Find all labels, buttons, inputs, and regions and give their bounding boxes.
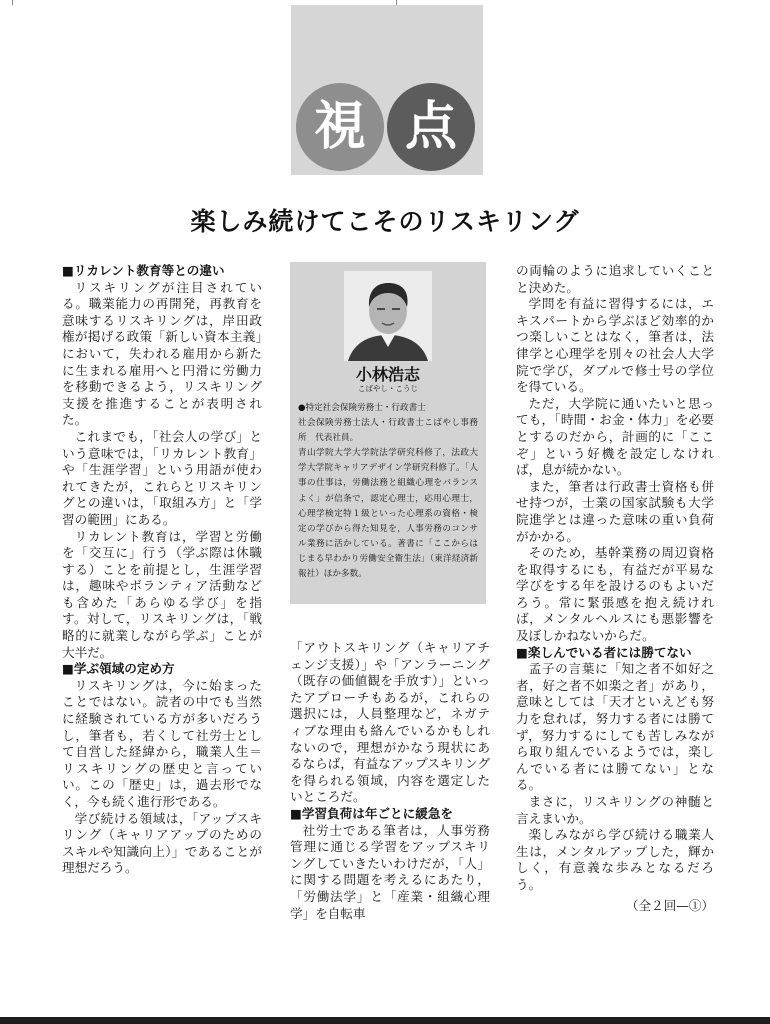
crop-mark-left xyxy=(12,0,13,5)
bottom-rule xyxy=(0,1017,770,1024)
paragraph: ただ，大学院に通いたいと思っても，「時間・お金・体力」を必要とするのだから，計画的に「ここぞ」という好機を設定しなければ，息が続かない。 xyxy=(516,395,714,478)
masthead-char-2: 点 xyxy=(387,83,475,171)
article-headline: 楽しみ続けてこそのリスキリング xyxy=(190,207,580,236)
masthead-char-1: 視 xyxy=(296,83,384,171)
author-name-kana: こばやし・こうじ xyxy=(358,384,418,393)
article-column-middle xyxy=(290,640,490,922)
author-photo xyxy=(344,271,432,361)
section-heading-learning-area: ■学ぶ領域の定め方 xyxy=(62,661,175,677)
paragraph: まさに，リスキリングの神髄と言えまいか。 xyxy=(516,794,714,826)
author-bio xyxy=(298,401,478,582)
series-marker: （全２回—①） xyxy=(625,897,714,913)
article-column-right xyxy=(516,263,714,914)
section-heading-recurrent: ■リカレント教育等との違い xyxy=(62,263,225,278)
paragraph: 孟子の言葉に「知之者不如好之者，好之者不如楽之者」があり，意味としては「天才といえども努力を怠れば，努力する者には勝てず，努力するにしても苦しみながら取り組んでいるようでは，楽しんでいる者には勝てない」となる。 xyxy=(516,661,714,793)
paragraph: リスキリングが注目されている。職業能力の再開発，再教育を意味するリスキリングは，岸田政権が掲げる政策「新しい資本主義」において，失われる雇用から新たに生まれる雇用へと円滑に労働力を移動できるよう，リスキリング支援を推進することが表明された。 xyxy=(62,279,262,428)
paragraph: 学問を有益に習得するには，エキスパートから学ぶほど効率的かつ楽しいことはなく，筆者は，法律学と心理学を別々の社会人大学院で学び，ダブルで修士号の学位を得ている。 xyxy=(516,296,714,395)
paragraph: そのため，基幹業務の周辺資格を取得するにも，有益だが平易な学びをする年を設けるのもよいだろう。常に緊張感を抱え続ければ，メンタルヘルスにも悪影響を及ぼしかねないからだ。 xyxy=(516,545,714,644)
author-portrait-icon xyxy=(344,271,432,361)
paragraph: 楽しみながら学び続ける職業人生は，メンタルアップした，輝かしく，有意義な歩みとなるだろう。 xyxy=(516,827,714,892)
section-heading-enjoyment: ■楽しんでいる者には勝てない xyxy=(516,644,692,660)
column-masthead xyxy=(291,5,483,175)
paragraph: 「アウトスキリング（キャリアチェンジ支援）」や「アンラーニング（既存の価値観を手放す）」といったアプローチもあるが，これらの選択には，人員整理など，ネガティブな理由も絡んでいるかもしれないので，理想がかなう現状にあるならば，有益なアップスキリングを得られる領域，内容を選定したいところだ。 xyxy=(290,640,490,805)
author-bio-line: ●特定社会保険労務士・行政書士 xyxy=(298,403,426,413)
author-bio-line: 青山学院大学大学院法学研究科修了，法政大学大学院キャリアデザイン学研究科修了。「人事の仕事は，労働法務と組織心理をバランスよく」が信条で，認定心理士，応用心理士，心理学検定特１級といった心理系の資格・検定の学びから得た知見を，人事労務のコンサル業務に活かしている。著書に「ここからはじまる早わかり労働安全衛生法」（東洋経済新報社）ほか多数。 xyxy=(298,448,478,580)
section-heading-learning-load: ■学習負荷は年ごとに緩急を xyxy=(290,805,454,821)
author-profile-box xyxy=(290,262,486,604)
author-name: 小林浩志 xyxy=(355,365,420,384)
paragraph: の両輪のように追求していくことと決めた。 xyxy=(516,263,714,295)
author-bio-line: 社会保険労務士法人・行政書士こばやし事務所 代表社員。 xyxy=(298,418,478,444)
paragraph: 社労士である筆者は，人事労務管理に通じる学習をアップスキリングしていきたいわけだが，「人」に関する問題を考えるにあたり，「労働法学」と「産業・組織心理学」を自転車 xyxy=(290,822,490,921)
paragraph: また，筆者は行政書士資格も併せ持つが，士業の国家試験も大学院進学とは違った意味の重い負荷がかかる。 xyxy=(516,478,714,544)
paragraph: 学び続ける領域は，「アップスキリング（キャリアアップのためのスキルや知識向上）」であることが理想だろう。 xyxy=(62,810,262,876)
paragraph: リスキリングは，今に始まったことではない。読者の中でも当然に経験されている方が多いだろうし，筆者も，若くして社労士として自営した経緯から，職業人生＝リスキリングの歴史と言っていい。この「歴史」は，過去形でなく，今も続く進行形である。 xyxy=(62,677,262,809)
paragraph: リカレント教育は，学習と労働を「交互に」行う（学ぶ際は休職する）ことを前提とし，生涯学習は，趣味やボランティア活動なども含めた「あらゆる学び」を指す。対して，リスキリングは，「戦略的に就業しながら学ぶ」ことが大半だ。 xyxy=(62,528,262,660)
article-column-left xyxy=(62,263,262,877)
paragraph: これまでも，「社会人の学び」という意味では，「リカレント教育」や「生涯学習」という用語が使われてきたが，これらとリスキリングとの違いは，「取組み方」と「学習の範囲」にある。 xyxy=(62,428,262,527)
